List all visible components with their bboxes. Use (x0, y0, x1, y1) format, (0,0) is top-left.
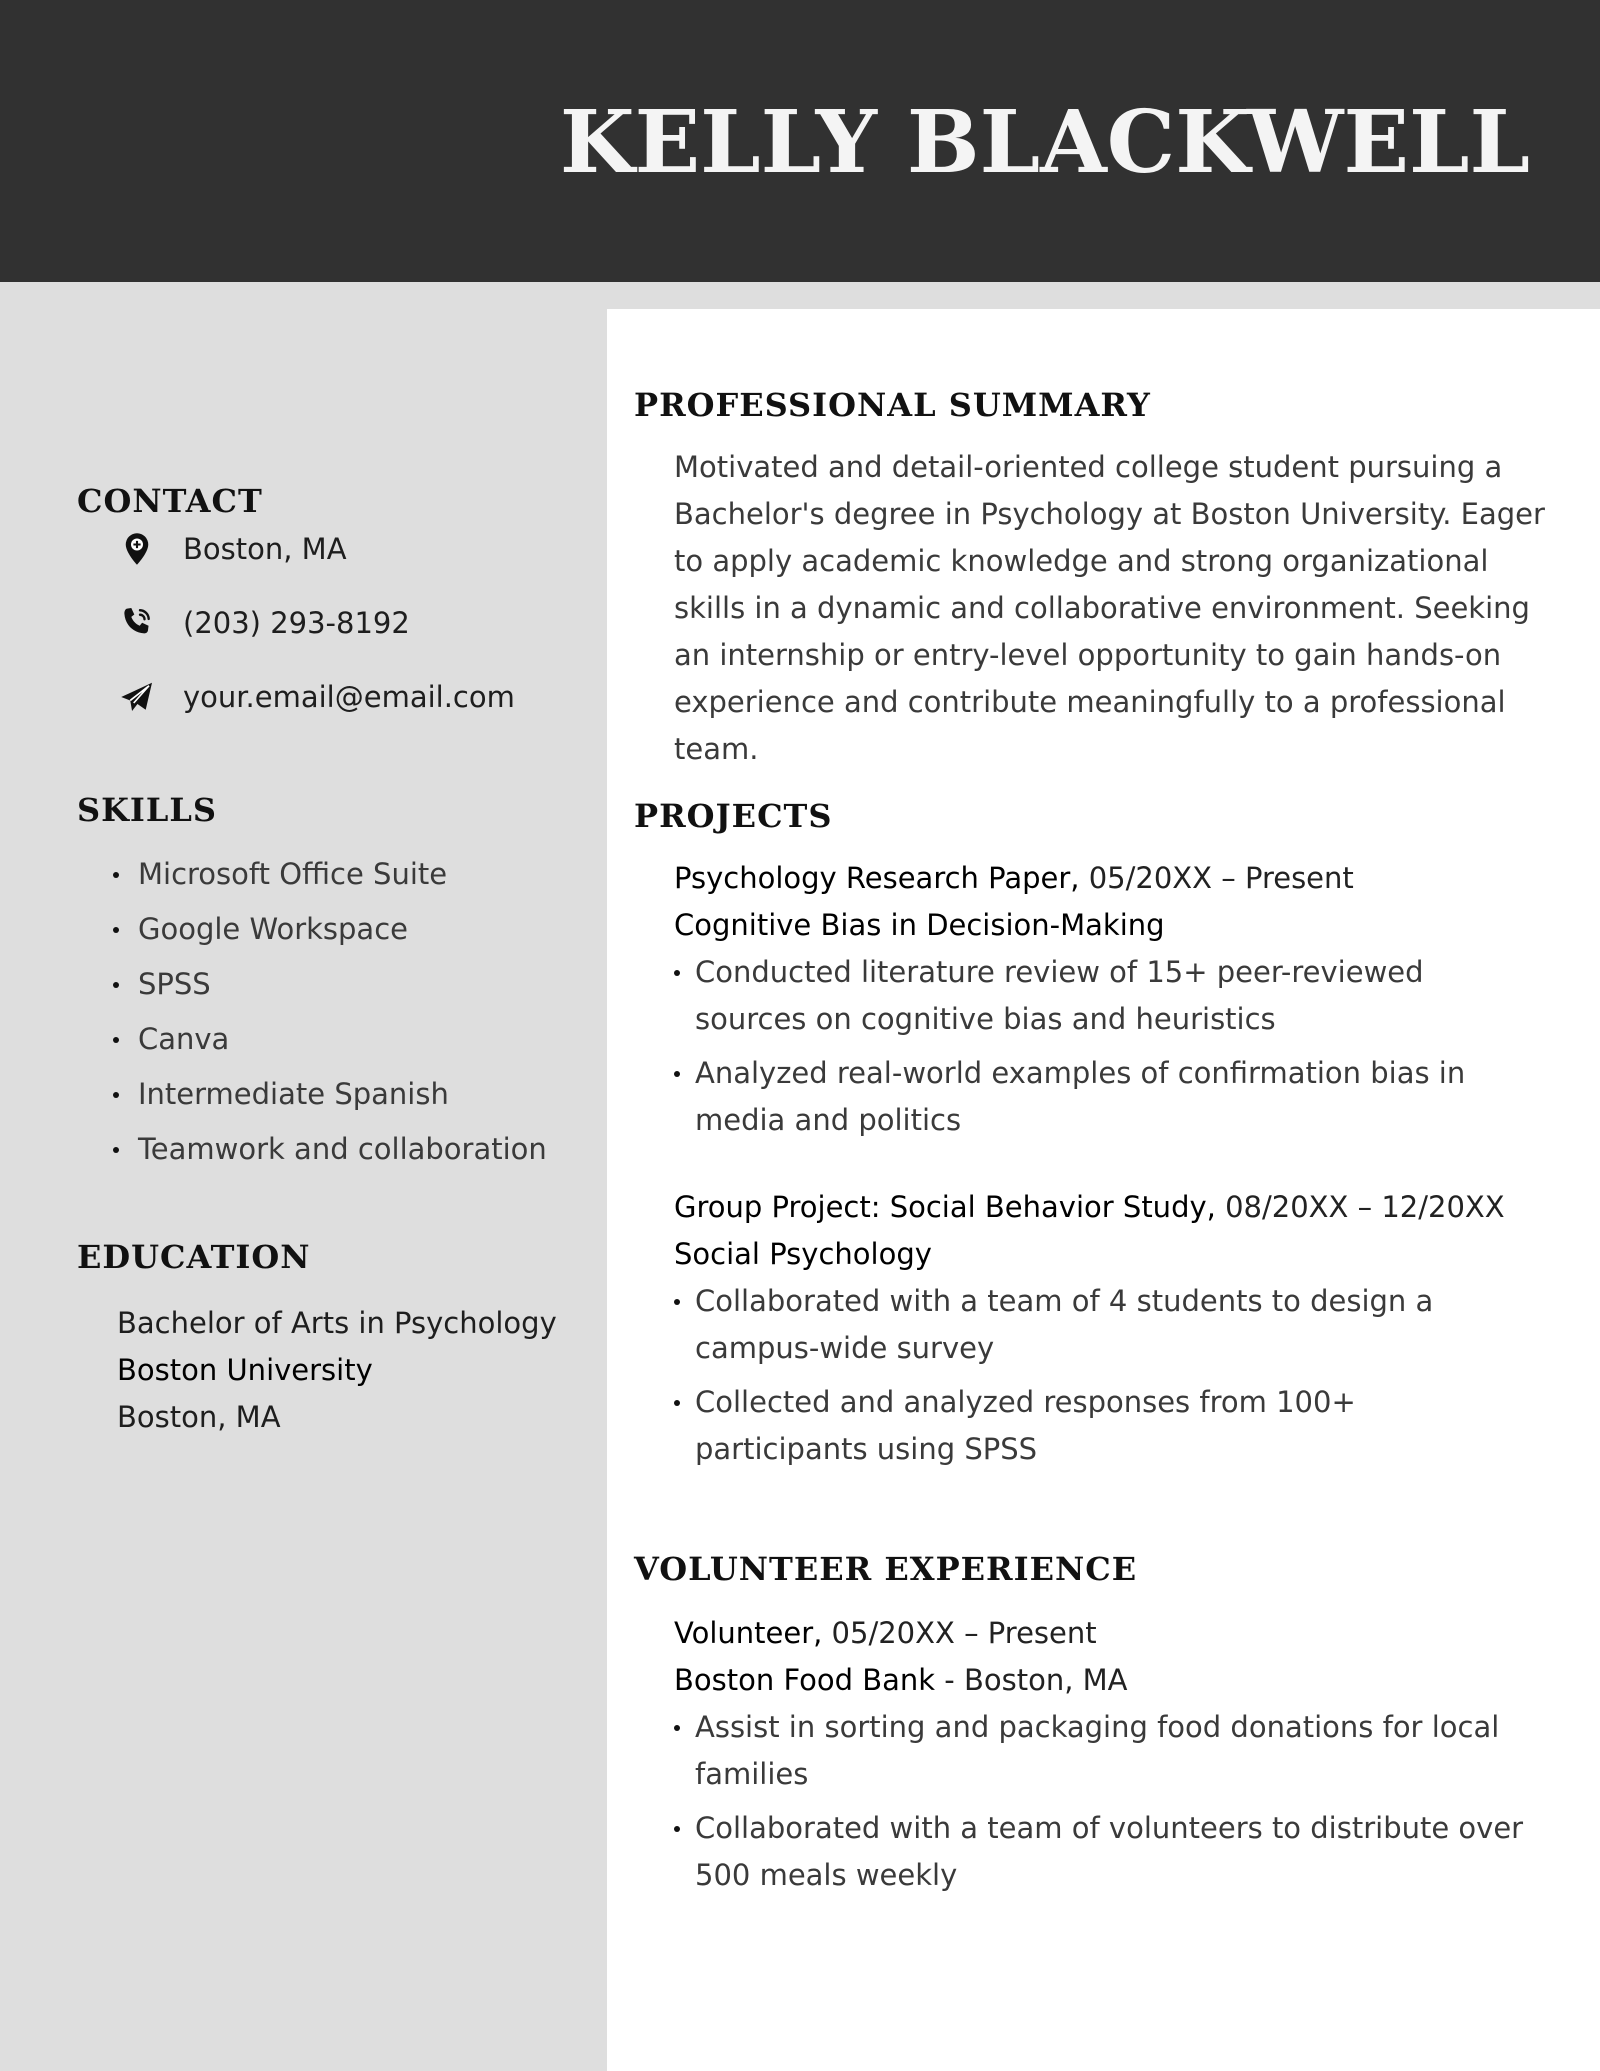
education-degree: Bachelor of Arts in Psychology (117, 1306, 557, 1340)
project-name: Group Project: Social Behavior Study, (674, 1190, 1216, 1224)
summary-text: Motivated and detail-oriented college student pursuing a Bachelor's degree in Psychology at Boston University. Eager to apply academic knowledge and strong organizational skills in a dynamic and collaborative environment. Seeking an internship or entry-level opportunity to gain hands-on experience and contribute meaningfully to a professional team. (674, 450, 1545, 766)
list-item: Collaborated with a team of 4 students to design a campus-wide survey (674, 1278, 1534, 1372)
project-item (674, 1184, 1534, 1480)
project-name: Psychology Research Paper, (674, 861, 1080, 895)
contact-location (117, 529, 347, 569)
paper-plane-icon (117, 677, 157, 717)
phone-icon (117, 603, 157, 643)
contact-email (117, 677, 515, 717)
list-item: Conducted literature review of 15+ peer-reviewed sources on cognitive bias and heuristics (674, 949, 1534, 1043)
list-item: Assist in sorting and packaging food donations for local families (674, 1704, 1534, 1798)
project-header (674, 855, 1534, 902)
education-block (117, 1300, 557, 1441)
volunteer-dates: 05/20XX – Present (822, 1616, 1097, 1650)
location-pin-icon (117, 529, 157, 569)
skill-item: SPSS (108, 962, 547, 1017)
education-location: Boston, MA (117, 1400, 281, 1434)
project-dates: 08/20XX – 12/20XX (1215, 1190, 1505, 1224)
contact-phone-text: (203) 293-8192 (183, 606, 410, 640)
volunteer-bullets (674, 1704, 1534, 1899)
skill-item: Teamwork and collaboration (108, 1127, 547, 1182)
skill-item: Google Workspace (108, 907, 547, 962)
skill-item: Intermediate Spanish (108, 1072, 547, 1127)
volunteer-org: Boston Food Bank (674, 1663, 936, 1697)
summary-heading: PROFESSIONAL SUMMARY (634, 386, 1151, 424)
project-item (674, 855, 1534, 1151)
contact-email-text[interactable]: your.email@email.com (183, 680, 515, 714)
skill-item: Microsoft Office Suite (108, 852, 547, 907)
skill-item: Canva (108, 1017, 547, 1072)
project-dates: 05/20XX – Present (1079, 861, 1354, 895)
list-item: Collected and analyzed responses from 100+ participants using SPSS (674, 1379, 1534, 1473)
candidate-name: KELLY BLACKWELL (559, 92, 1530, 193)
contact-heading: CONTACT (77, 482, 263, 520)
volunteer-org-line (674, 1657, 1534, 1704)
contact-phone (117, 603, 410, 643)
project-subtitle: Social Psychology (674, 1237, 932, 1271)
header-banner (0, 0, 1600, 282)
project-bullets (674, 1278, 1534, 1473)
volunteer-header (674, 1610, 1534, 1657)
list-item: Collaborated with a team of volunteers to distribute over 500 meals weekly (674, 1805, 1534, 1899)
volunteer-item (674, 1610, 1534, 1906)
list-item: Analyzed real-world examples of confirmation bias in media and politics (674, 1050, 1534, 1144)
education-heading: EDUCATION (77, 1238, 311, 1276)
skills-heading: SKILLS (77, 791, 217, 829)
project-bullets (674, 949, 1534, 1144)
projects-heading: PROJECTS (634, 797, 833, 835)
project-subtitle: Cognitive Bias in Decision-Making (674, 908, 1165, 942)
volunteer-org-location: - Boston, MA (935, 1663, 1128, 1697)
skills-list (108, 852, 547, 1182)
education-school: Boston University (117, 1353, 373, 1387)
volunteer-role: Volunteer, (674, 1616, 823, 1650)
contact-location-text: Boston, MA (183, 532, 347, 566)
volunteer-heading: VOLUNTEER EXPERIENCE (634, 1550, 1138, 1588)
project-header (674, 1184, 1534, 1231)
